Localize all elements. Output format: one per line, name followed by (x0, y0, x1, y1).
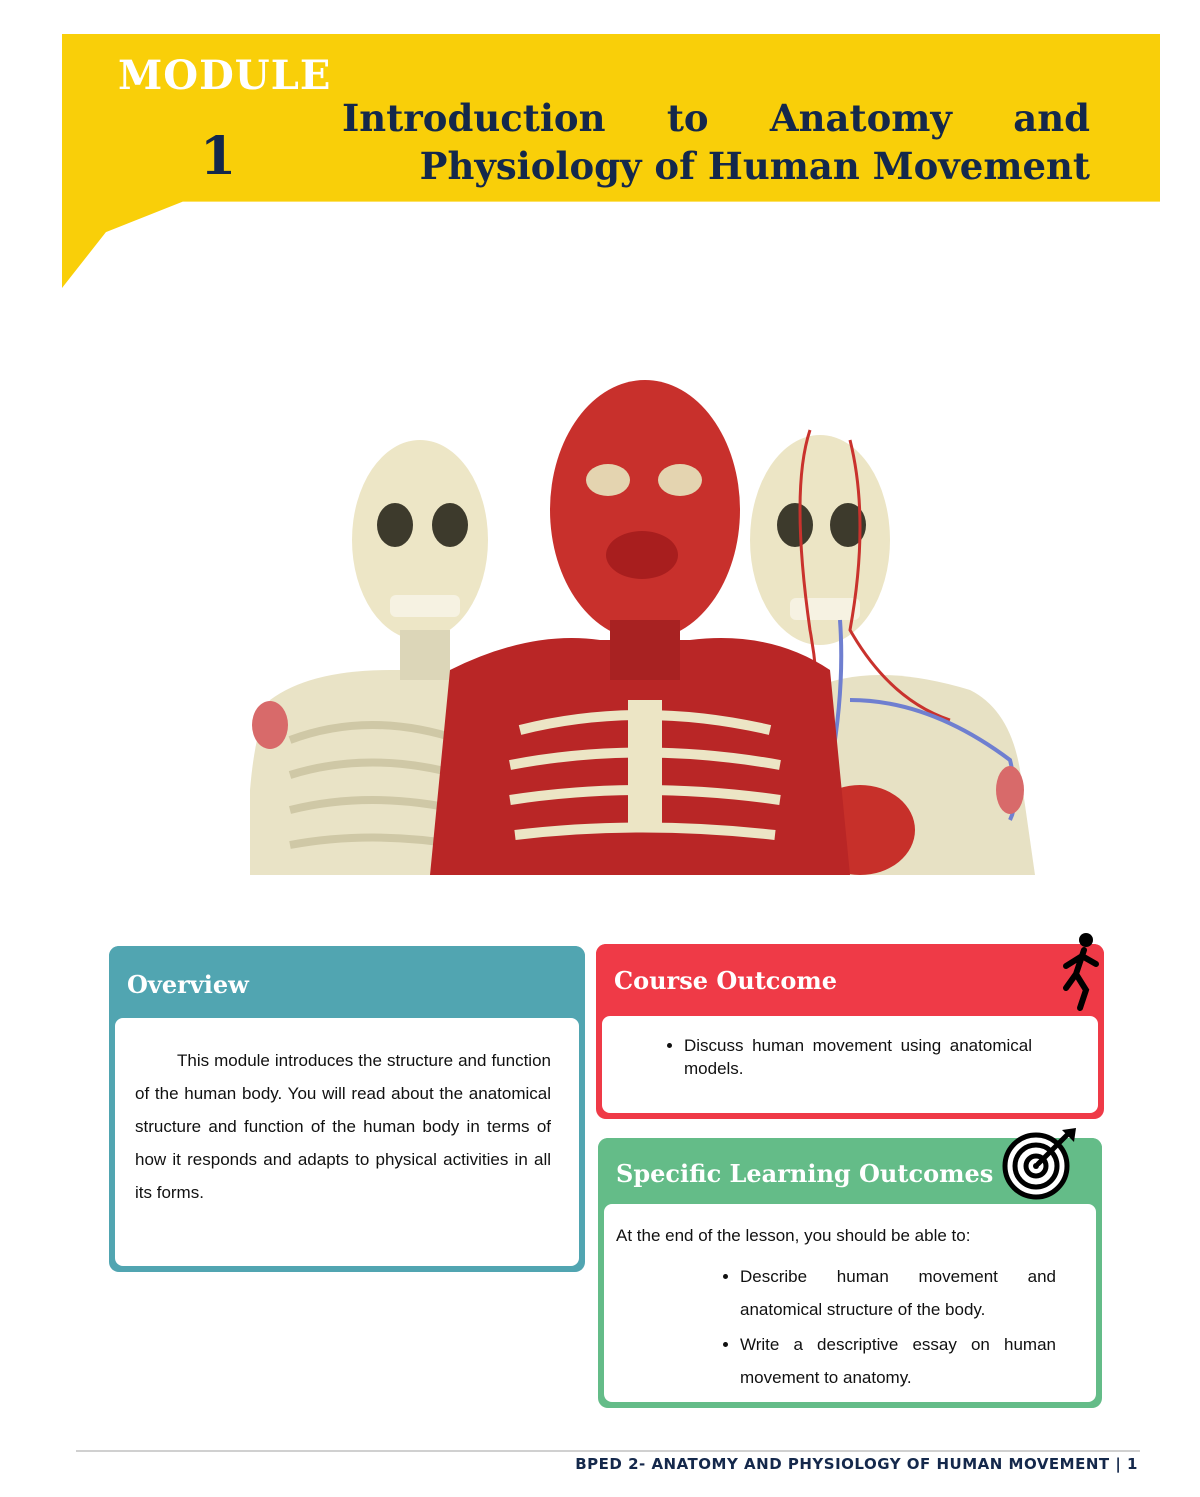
footer-rule (76, 1450, 1140, 1452)
slo-content (604, 1204, 1096, 1402)
overview-heading: Overview (109, 946, 585, 1022)
slo-heading: Specific Learning Outcomes (598, 1138, 1102, 1208)
course-outcome-box (596, 944, 1104, 1119)
running-person-icon (1056, 930, 1102, 1012)
overview-text: This module introduces the structure and function of the human body. You will read about the anatomical structure and function of the human body in terms of how it responds and adapts to physical activities in all its forms. (135, 1051, 551, 1202)
course-outcome-heading: Course Outcome (596, 944, 1104, 1016)
footer-text: BPED 2- ANATOMY AND PHYSIOLOGY OF HUMAN MOVEMENT | 1 (575, 1455, 1138, 1473)
overview-box (109, 946, 585, 1272)
overview-content (115, 1018, 579, 1266)
slo-list (682, 1260, 1056, 1396)
slo-intro: At the end of the lesson, you should be able to: (616, 1226, 971, 1245)
course-outcome-content (602, 1016, 1098, 1113)
anatomy-illustration (250, 370, 1035, 875)
target-icon (998, 1124, 1080, 1200)
list-item: • Write a descriptive essay on human movement to anatomy. (740, 1328, 1056, 1394)
module-title: Introduction to Anatomy and Physiology of Human Movement (342, 96, 1090, 188)
module-number: 1 (200, 126, 237, 187)
module-label: MODULE (118, 52, 332, 99)
list-item: • Discuss human movement using anatomical models. (684, 1034, 1032, 1080)
course-outcome-list (624, 1034, 1032, 1080)
list-item: • Describe human movement and anatomical structure of the body. (740, 1260, 1056, 1326)
